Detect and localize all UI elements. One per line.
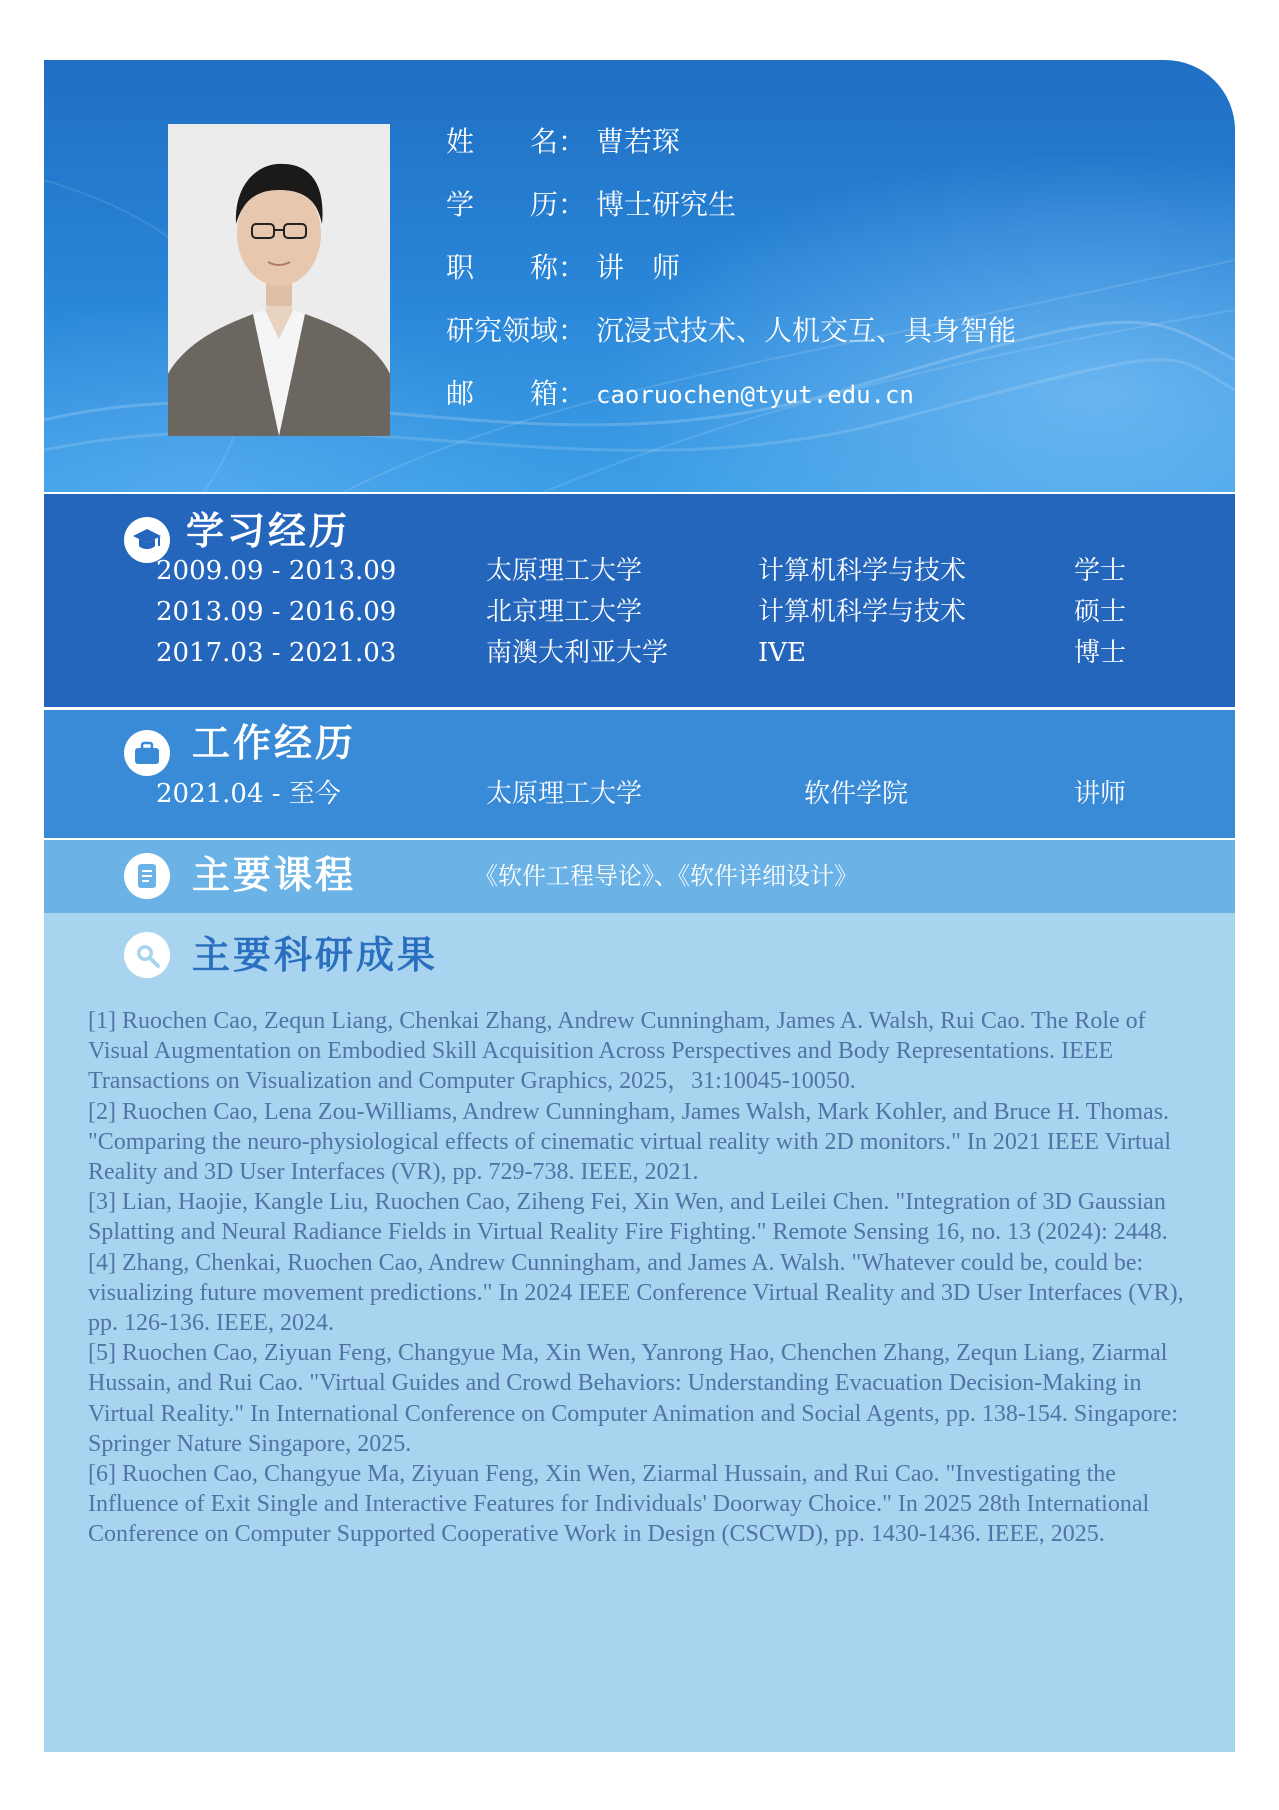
edu-period: 2013.09 - 2016.09 (156, 597, 397, 627)
work-period: 2021.04 - 至今 (156, 779, 341, 809)
publication-item: [3] Lian, Haojie, Kangle Liu, Ruochen Cao, Ziheng Fei, Xin Wen, and Leilei Chen. "Integration of 3D Gaussian Splatting and Neural Radiance Fields in Virtual Reality Fire Fighting." Remote Sensing 16, no. 13 (2024): 2448. (88, 1189, 1168, 1246)
title-label: 职 称： (446, 251, 587, 284)
research-field-label: 研究领域： (446, 314, 587, 347)
education-section (44, 494, 1235, 707)
courses-section (44, 840, 1235, 913)
work-org: 太原理工大学 (486, 779, 643, 809)
work-section (44, 710, 1235, 838)
edu-school: 北京理工大学 (486, 597, 643, 627)
edu-degree: 博士 (1074, 638, 1127, 668)
research-section (44, 913, 1235, 1752)
courses-list: 《软件工程导论》、《软件详细设计》 (474, 862, 858, 890)
research-title: 主要科研成果 (192, 933, 439, 977)
email-value[interactable]: caoruochen@tyut.edu.cn (596, 381, 914, 409)
edu-period: 2017.03 - 2021.03 (156, 638, 397, 668)
work-title: 工作经历 (192, 721, 357, 765)
work-position: 讲师 (1074, 779, 1127, 809)
work-dept: 软件学院 (804, 779, 909, 809)
research-field-row (446, 311, 1016, 351)
portrait-photo (168, 124, 390, 436)
name-value: 曹若琛 (596, 125, 681, 158)
courses-title: 主要课程 (192, 853, 357, 897)
email-row (446, 374, 914, 414)
edu-major: 计算机科学与技术 (758, 597, 967, 627)
title-value: 讲 师 (596, 251, 681, 284)
publication-item: [6] Ruochen Cao, Changyue Ma, Ziyuan Feng, Xin Wen, Ziarmal Hussain, and Rui Cao. "Investigating the Influence of Exit Single and Interactive Features for Individuals' Doorway Choice." In 2025 28th International Conference on Computer Supported Cooperative Work in Design (CSCWD), pp. 1430-1436. IEEE, 2025. (88, 1461, 1150, 1548)
name-label: 姓 名： (446, 125, 587, 158)
edu-major: 计算机科学与技术 (758, 556, 967, 586)
edu-school: 太原理工大学 (486, 556, 643, 586)
publication-item: [4] Zhang, Chenkai, Ruochen Cao, Andrew Cunningham, and James A. Walsh. "Whatever could be, could be: visualizing future movement predictions." In 2024 IEEE Conference Virtual Reality and 3D User Interfaces (VR), pp. 126-136. IEEE, 2024. (88, 1249, 1184, 1337)
email-label: 邮 箱： (446, 377, 587, 410)
research-field-value: 沉浸式技术、人机交互、具身智能 (596, 314, 1017, 347)
education-title: 学习经历 (186, 509, 351, 553)
publication-item: [5] Ruochen Cao, Ziyuan Feng, Changyue Ma, Xin Wen, Yanrong Hao, Chenchen Zhang, Zequn Liang, Ziarmal Hussain, and Rui Cao. "Virtual Guides and Crowd Behaviors: Understanding Evacuation Decision-Making in Virtual Reality." In International Conference on Computer Animation and Social Agents, pp. 138-154. Singapore: Springer Nature Singapore, 2025. (88, 1340, 1178, 1457)
title-row (446, 248, 680, 288)
degree-row (446, 185, 736, 225)
profile-header (44, 60, 1235, 492)
edu-major: IVE (758, 638, 807, 668)
degree-value: 博士研究生 (596, 188, 737, 221)
document-icon (124, 853, 170, 899)
edu-school: 南澳大利亚大学 (486, 638, 669, 668)
edu-period: 2009.09 - 2013.09 (156, 556, 397, 586)
publication-list (88, 1006, 1198, 1550)
profile-card (44, 60, 1235, 1752)
edu-degree: 学士 (1074, 556, 1127, 586)
search-icon (124, 932, 170, 978)
name-row (446, 122, 680, 162)
edu-degree: 硕士 (1074, 597, 1127, 627)
briefcase-icon (124, 730, 170, 776)
publication-item: [1] Ruochen Cao, Zequn Liang, Chenkai Zhang, Andrew Cunningham, James A. Walsh, Rui Cao. The Role of Visual Augmentation on Embodied Skill Acquisition Across Perspectives and Body Representations. IEEE Transactions on Visualization and Computer Graphics, 2025，31:10045-10050. (88, 1008, 1146, 1095)
publication-item: [2] Ruochen Cao, Lena Zou-Williams, Andrew Cunningham, James Walsh, Mark Kohler, and Bruce H. Thomas. "Comparing the neuro-physiological effects of cinematic virtual reality with 2D monitors." In 2021 IEEE Virtual Reality and 3D User Interfaces (VR), pp. 729-738. IEEE, 2021. (88, 1098, 1171, 1186)
degree-label: 学 历： (446, 188, 587, 221)
